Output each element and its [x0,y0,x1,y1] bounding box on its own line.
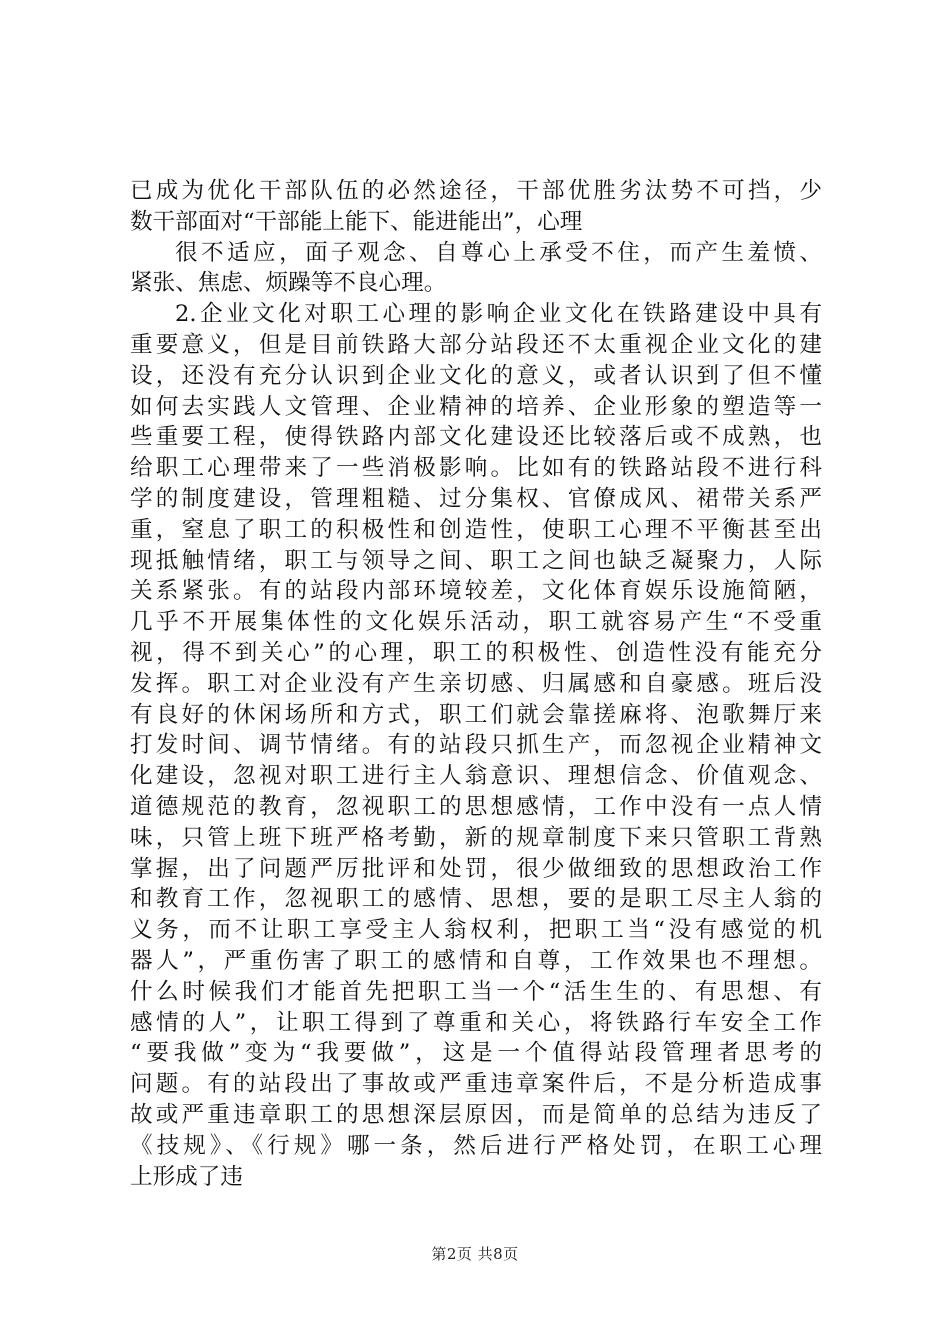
text-line: 掌握，出了问题严厉批评和处罚，很少做细致的思想政治工作 [130,855,822,882]
text-line: 《技规》、《行规》哪一条，然后进行严格处罚，在职工心理 [130,1132,822,1159]
text-line: 味，只管上班下班严格考勤，新的规章制度下来只管职工背熟 [130,824,822,851]
text-line: 数干部面对“干部能上能下、能进能出”，心理 [130,208,583,235]
text-line: 设，还没有充分认识到企业文化的意义，或者认识到了但不懂 [130,362,822,389]
text-line: 什么时候我们才能首先把职工当一个“活生生的、有思想、有 [130,978,822,1005]
body-text [130,176,822,1192]
text-line: 化建设，忽视对职工进行主人翁意识、理想信念、价值观念、 [130,763,822,790]
text-line: 几乎不开展集体性的文化娱乐活动，职工就容易产生“不受重 [130,609,822,636]
page-footer: 第2页 共8页 [431,1245,519,1263]
text-line: 关系紧张。有的站段内部环境较差，文化体育娱乐设施简陋， [130,578,822,605]
text-line: 学的制度建设，管理粗糙、过分集权、官僚成风、裙带关系严 [130,485,822,512]
text-line: 发挥。职工对企业没有产生亲切感、归属感和自豪感。班后没 [130,670,822,697]
text-line: 现抵触情绪，职工与领导之间、职工之间也缺乏凝聚力，人际 [130,547,822,574]
text-line: 视，得不到关心”的心理，职工的积极性、创造性没有能充分 [130,639,822,666]
text-line: 故或严重违章职工的思想深层原因，而是简单的总结为违反了 [130,1101,822,1128]
text-line: 给职工心理带来了一些消极影响。比如有的铁路站段不进行科 [130,455,822,482]
text-line: 些重要工程，使得铁路内部文化建设还比较落后或不成熟，也 [130,424,822,451]
text-line: 很不适应，面子观念、自尊心上承受不住，而产生羞愤、 [175,239,822,266]
text-line: 打发时间、调节情绪。有的站段只抓生产，而忽视企业精神文 [130,732,822,759]
text-line: “要我做”变为“我要做”，这是一个值得站段管理者思考的 [130,1040,822,1067]
text-line: 如何去实践人文管理、企业精神的培养、企业形象的塑造等一 [130,393,822,420]
text-line: 已成为优化干部队伍的必然途径，干部优胜劣汰势不可挡，少 [130,178,822,204]
text-line: 义务，而不让职工享受主人翁权利，把职工当“没有感觉的机 [130,917,822,944]
text-line: 2.企业文化对职工心理的影响企业文化在铁路建设中具有 [175,301,822,328]
text-line: 问题。有的站段出了事故或严重违章案件后，不是分析造成事 [130,1071,822,1098]
text-line: 感情的人”，让职工得到了尊重和关心，将铁路行车安全工作 [130,1009,822,1036]
text-line: 和教育工作，忽视职工的感情、思想，要的是职工尽主人翁的 [130,886,822,913]
text-line: 上形成了违 [130,1163,243,1190]
text-line: 重要意义，但是目前铁路大部分站段还不太重视企业文化的建 [130,331,822,358]
text-line: 紧张、焦虑、烦躁等不良心理。 [130,270,447,297]
text-line: 器人”，严重伤害了职工的感情和自尊，工作效果也不理想。 [130,947,822,974]
text-line: 有良好的休闲场所和方式，职工们就会靠搓麻将、泡歌舞厅来 [130,701,822,728]
text-line: 道德规范的教育，忽视职工的思想感情，工作中没有一点人情 [130,793,822,820]
text-line: 重，窒息了职工的积极性和创造性，使职工心理不平衡甚至出 [130,516,822,543]
